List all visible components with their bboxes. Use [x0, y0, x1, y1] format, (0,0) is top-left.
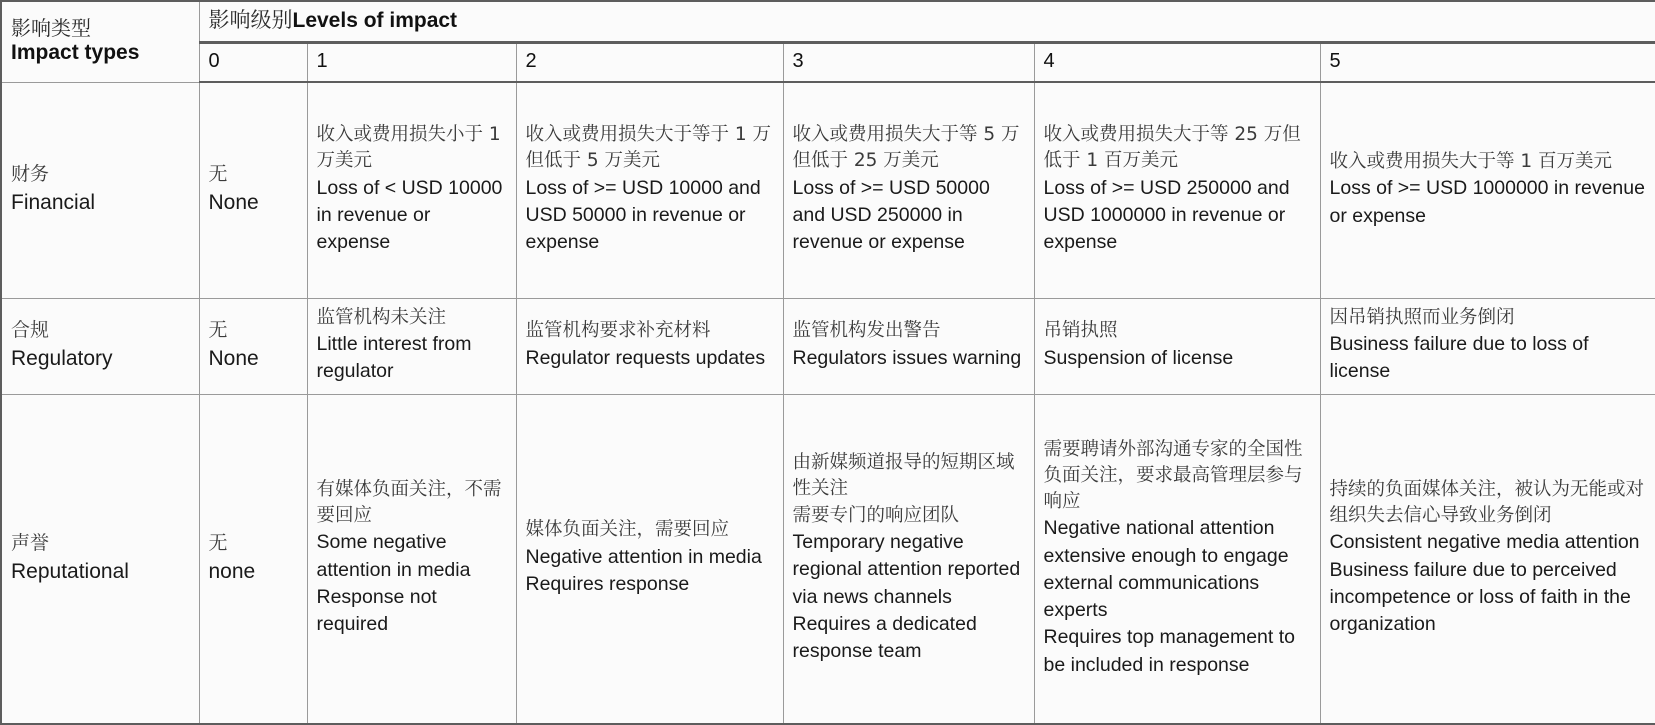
cell-regulatory-5	[1320, 298, 1655, 394]
cell-financial-5-en: Loss of >= USD 1000000 in revenue or expense	[1329, 177, 1645, 227]
cell-financial-1-zh: 收入或费用损失小于 1 万美元	[316, 124, 501, 172]
table-row-financial	[1, 82, 1655, 298]
row-label-regulatory-en: Regulatory	[11, 346, 113, 370]
cell-regulatory-4-en: Suspension of license	[1043, 346, 1234, 369]
header-row-numbers	[1, 43, 1655, 83]
cell-reputational-3-en: Temporary negative regional attention reported via news channels Requires a dedicated response team	[792, 530, 1021, 663]
header-impact-types-en: Impact types	[11, 41, 140, 65]
header-levels-inner	[209, 9, 458, 32]
header-level-1: 1	[307, 43, 516, 83]
cell-reputational-1	[307, 394, 516, 724]
cell-regulatory-2-en: Regulator requests updates	[525, 346, 766, 369]
cell-regulatory-0-zh: 无	[208, 318, 228, 341]
cell-reputational-0	[199, 394, 307, 724]
cell-financial-4-en: Loss of >= USD 250000 and USD 1000000 in revenue or expense	[1043, 176, 1290, 254]
cell-financial-0	[199, 82, 307, 298]
cell-reputational-4-zh: 需要聘请外部沟通专家的全国性负面关注，要求最高管理层参与响应	[1043, 438, 1303, 513]
header-levels-en: Levels of impact	[292, 9, 458, 32]
cell-regulatory-1-zh: 监管机构未关注	[316, 306, 447, 328]
cell-regulatory-5-zh: 因吊销执照而业务倒闭	[1329, 306, 1515, 328]
cell-financial-0-zh: 无	[208, 163, 228, 186]
header-level-2: 2	[516, 43, 783, 83]
cell-regulatory-3-en: Regulators issues warning	[792, 346, 1022, 369]
cell-regulatory-0	[199, 298, 307, 394]
header-levels-of-impact	[199, 1, 1655, 43]
row-label-regulatory-zh: 合规	[11, 318, 50, 341]
cell-regulatory-2	[516, 298, 783, 394]
table-row-reputational	[1, 394, 1655, 724]
cell-regulatory-4-zh: 吊销执照	[1043, 320, 1118, 342]
cell-reputational-4-en: Negative national attention extensive enough to engage external communications experts Requires top management to be included in response	[1043, 517, 1295, 676]
cell-regulatory-0-en: None	[208, 346, 259, 370]
cell-reputational-0-zh: 无	[208, 531, 228, 554]
table-body	[1, 82, 1655, 724]
cell-financial-2-en: Loss of >= USD 10000 and USD 50000 in revenue or expense	[525, 176, 761, 254]
cell-reputational-1-zh: 有媒体负面关注，不需要回应	[316, 478, 502, 527]
header-level-3: 3	[783, 43, 1034, 83]
cell-reputational-2	[516, 394, 783, 724]
cell-reputational-2-en: Negative attention in media Requires response	[525, 545, 762, 595]
cell-reputational-5-en: Consistent negative media attention Business failure due to perceived incompetence or loss of faith in the organization	[1329, 531, 1640, 636]
cell-reputational-5-zh: 持续的负面媒体关注，被认为无能或对组织失去信心导致业务倒闭	[1329, 478, 1645, 527]
row-label-financial-zh: 财务	[11, 163, 50, 185]
cell-regulatory-5-en: Business failure due to loss of license	[1329, 332, 1589, 383]
table-header	[1, 1, 1655, 82]
header-impact-types	[1, 1, 199, 82]
cell-regulatory-2-zh: 监管机构要求补充材料	[525, 320, 711, 342]
cell-regulatory-1-en: Little interest from regulator	[316, 332, 472, 383]
cell-reputational-2-zh: 媒体负面关注，需要回应	[525, 519, 730, 541]
cell-financial-4	[1034, 82, 1320, 298]
cell-financial-0-en: None	[208, 191, 259, 215]
cell-financial-3-zh: 收入或费用损失大于等 5 万但低于 25 万美元	[792, 124, 1020, 172]
cell-financial-5-zh: 收入或费用损失大于等 1 百万美元	[1329, 151, 1613, 172]
header-level-4: 4	[1034, 43, 1320, 83]
cell-financial-2	[516, 82, 783, 298]
header-level-0: 0	[199, 43, 307, 83]
cell-reputational-0-en: none	[208, 559, 256, 583]
cell-financial-3	[783, 82, 1034, 298]
row-label-reputational-en: Reputational	[11, 559, 129, 583]
cell-financial-2-zh: 收入或费用损失大于等于 1 万但低于 5 万美元	[525, 124, 772, 172]
cell-regulatory-3-zh: 监管机构发出警告	[792, 320, 941, 342]
row-label-financial	[1, 82, 199, 298]
row-label-financial-en: Financial	[11, 190, 96, 214]
row-label-reputational	[1, 394, 199, 724]
cell-regulatory-1	[307, 298, 516, 394]
header-impact-types-zh: 影响类型	[11, 15, 91, 40]
cell-financial-1	[307, 82, 516, 298]
header-row-title	[1, 1, 1655, 43]
table-row-regulatory	[1, 298, 1655, 394]
cell-regulatory-3	[783, 298, 1034, 394]
cell-reputational-1-en: Some negative attention in media Response not required	[316, 531, 471, 636]
cell-financial-3-en: Loss of >= USD 50000 and USD 250000 in revenue or expense	[792, 176, 990, 254]
cell-financial-1-en: Loss of < USD 10000 in revenue or expense	[316, 176, 503, 254]
cell-reputational-4	[1034, 394, 1320, 724]
cell-financial-4-zh: 收入或费用损失大于等 25 万但低于 1 百万美元	[1043, 124, 1301, 172]
header-level-5: 5	[1320, 43, 1655, 83]
cell-financial-5	[1320, 82, 1655, 298]
row-label-reputational-zh: 声誉	[11, 531, 50, 554]
cell-reputational-5	[1320, 394, 1655, 724]
cell-reputational-3-zh: 由新媒频道报导的短期区域性关注 需要专门的响应团队	[792, 452, 1015, 526]
row-label-regulatory	[1, 298, 199, 394]
header-levels-zh: 影响级别	[208, 8, 293, 32]
cell-regulatory-4	[1034, 298, 1320, 394]
cell-reputational-3	[783, 394, 1034, 724]
